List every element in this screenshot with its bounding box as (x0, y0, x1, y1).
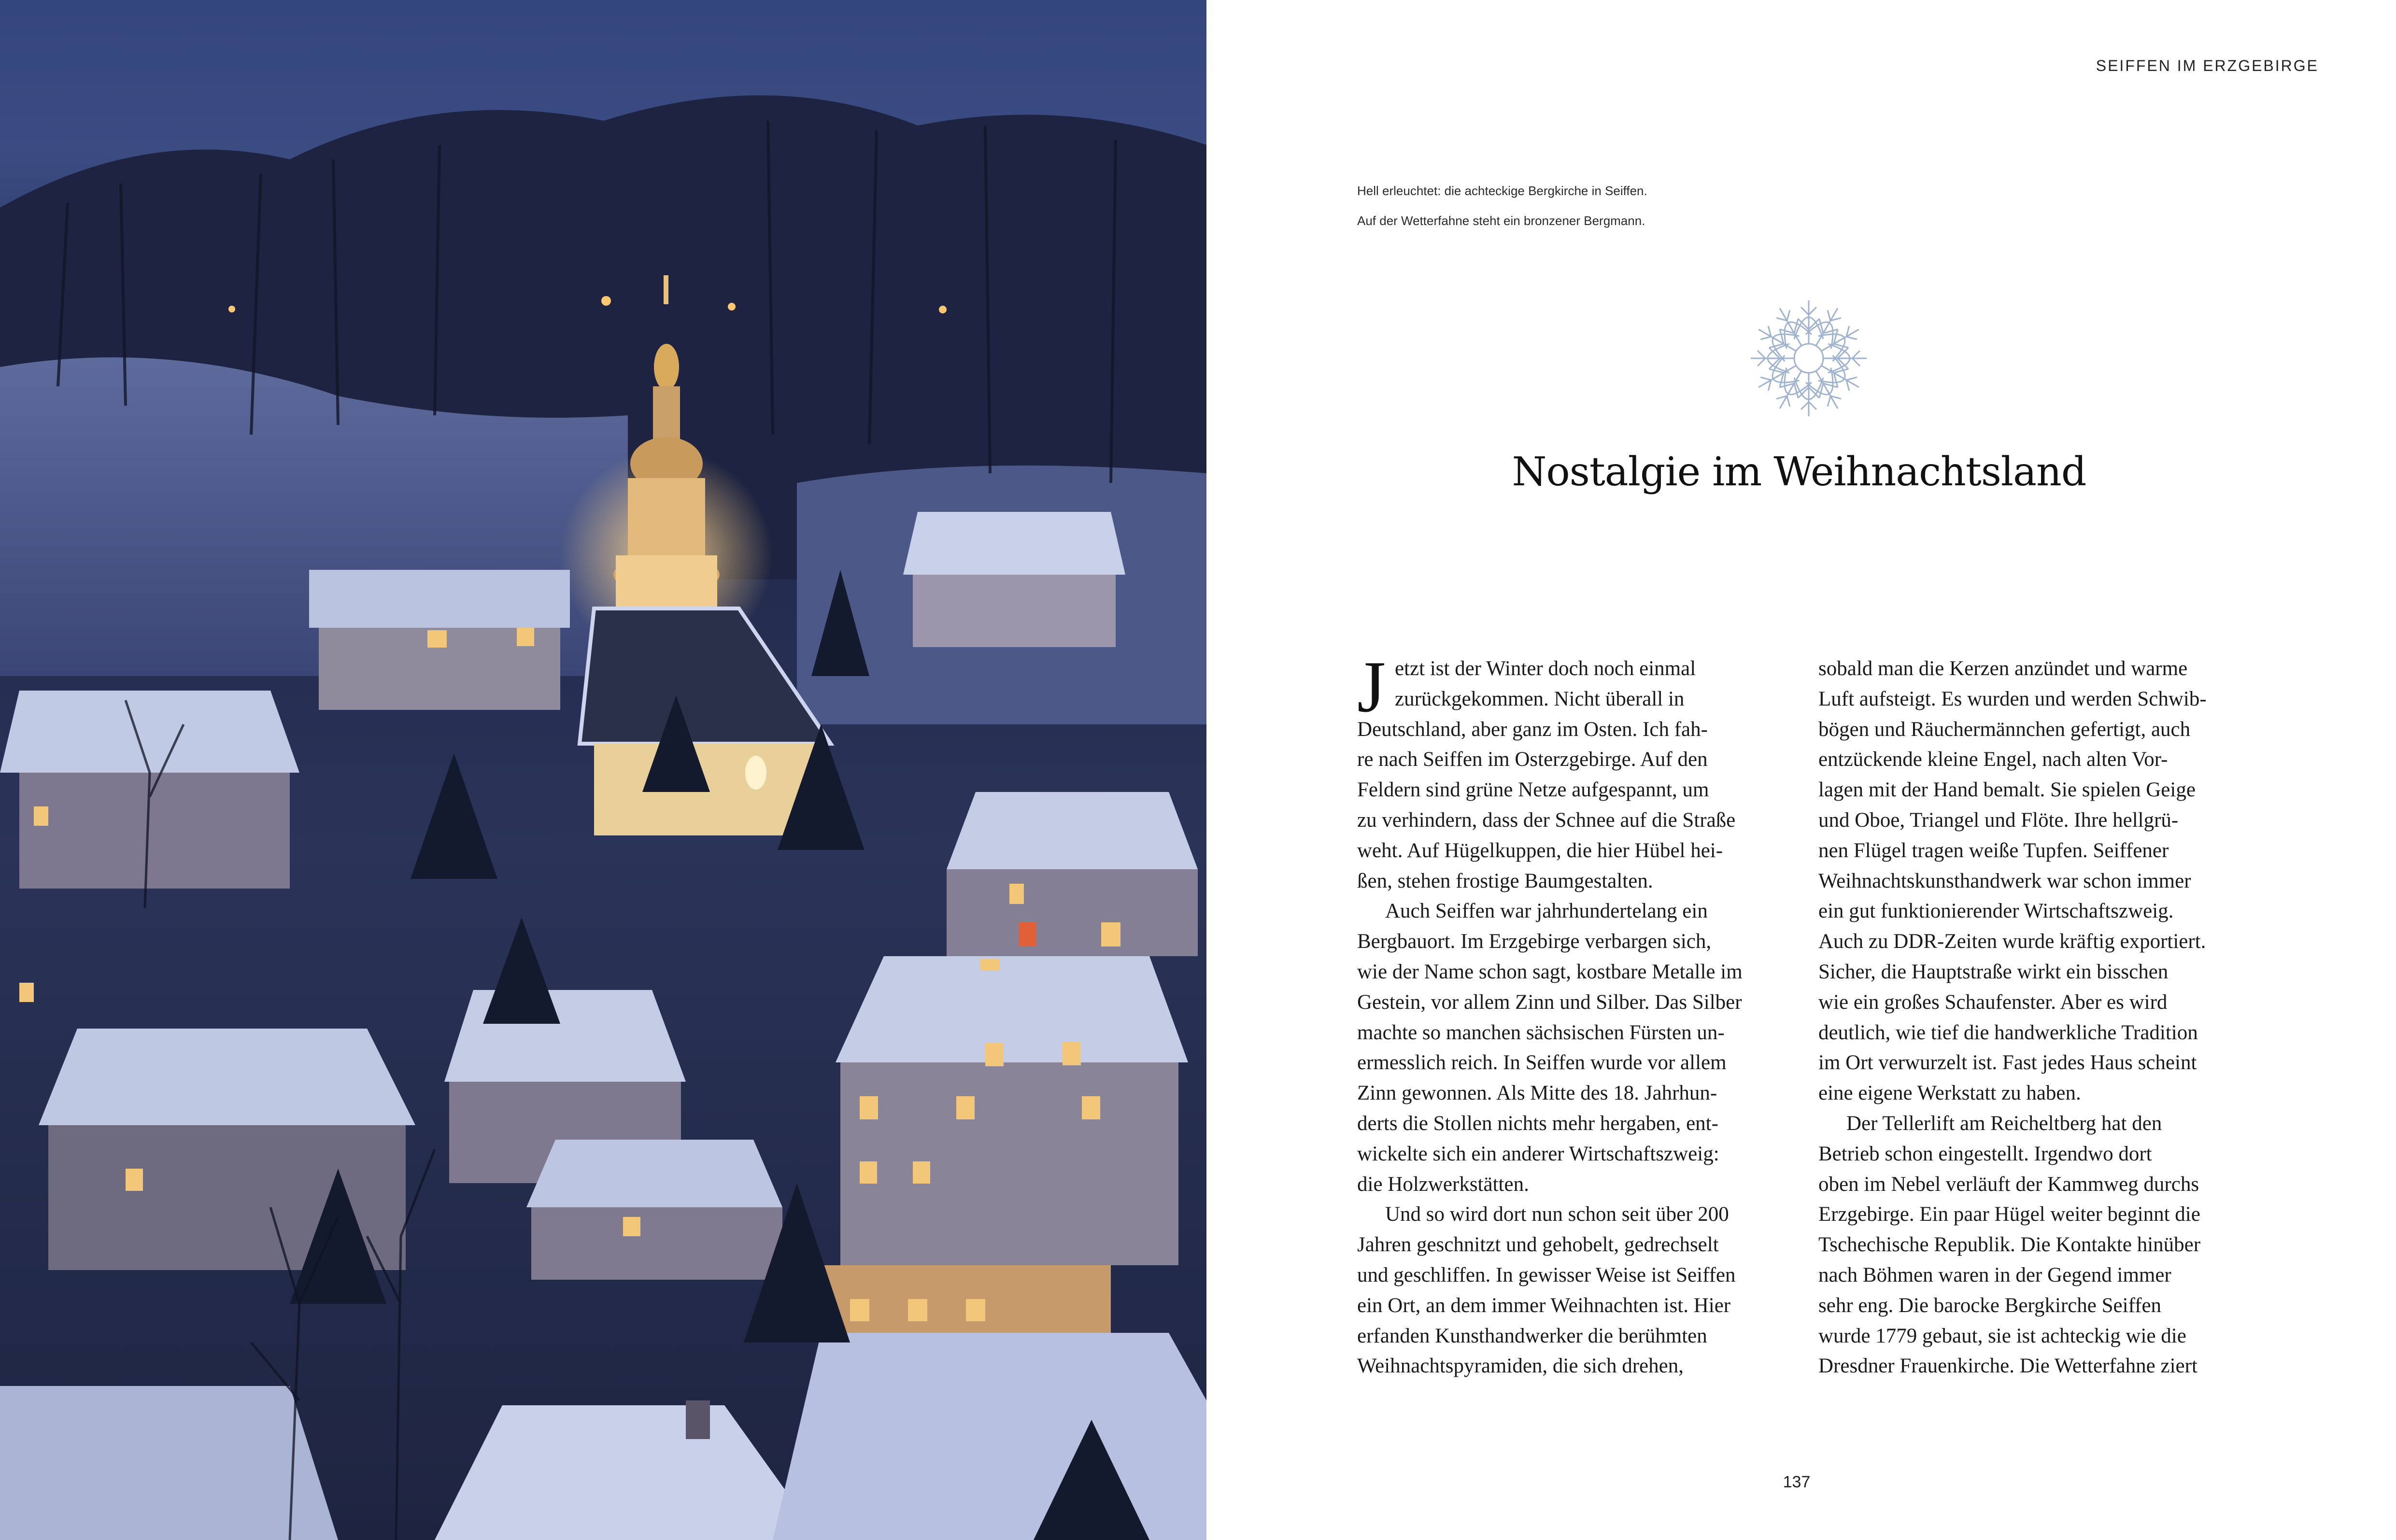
body-line: Deutschland, aber ganz im Osten. Ich fah- (1357, 718, 1708, 741)
body-line: Erzgebirge. Ein paar Hügel weiter beginnt die (1818, 1203, 2200, 1226)
body-line: Tschechische Republik. Die Kontakte hinüber (1818, 1233, 2201, 1257)
body-line: entzückende kleine Engel, nach alten Vor- (1818, 748, 2168, 771)
body-line: Dresdner Frauenkirche. Die Wetterfahne ziert (1818, 1355, 2198, 1378)
body-line: bögen und Räuchermännchen gefertigt, auch (1818, 718, 2191, 741)
drop-cap: J (1357, 646, 1386, 727)
body-line: Luft aufsteigt. Es wurden und werden Schwib- (1818, 687, 2207, 710)
body-line: sobald man die Kerzen anzündet und warme (1818, 657, 2188, 680)
body-line: oben im Nebel verläuft der Kammweg durchs (1818, 1173, 2199, 1196)
body-line: Gestein, vor allem Zinn und Silber. Das Silber (1357, 990, 1742, 1014)
body-line: eine eigene Werkstatt zu haben. (1818, 1082, 2081, 1105)
body-column-right (1818, 654, 2258, 1382)
body-line: Zinn gewonnen. Als Mitte des 18. Jahrhun- (1357, 1082, 1717, 1105)
body-line: die Holzwerkstätten. (1357, 1173, 1529, 1196)
snowflake-icon (1746, 296, 1871, 421)
page-number: 137 (1783, 1473, 1811, 1491)
body-line: machte so manchen sächsischen Fürsten un- (1357, 1021, 1725, 1044)
body-line: deutlich, wie tief die handwerkliche Tradition (1818, 1021, 2198, 1044)
body-line: etzt ist der Winter doch noch einmal (1395, 657, 1696, 680)
body-line: re nach Seiffen im Osterzgebirge. Auf den (1357, 748, 1708, 771)
body-line: Der Tellerlift am Reicheltberg hat den (1846, 1112, 2162, 1135)
body-line: Betrieb schon eingestellt. Irgendwo dort (1818, 1142, 2152, 1165)
photo-caption (1357, 176, 1695, 236)
body-line: Auch zu DDR-Zeiten wurde kräftig exportiert. (1818, 930, 2206, 953)
body-line: zurückgekommen. Nicht überall in (1395, 687, 1685, 710)
body-line: wie der Name schon sagt, kostbare Metalle im (1357, 960, 1743, 983)
body-line: ein gut funktionierender Wirtschaftszweig. (1818, 900, 2174, 923)
running-head: SEIFFEN IM ERZGEBIRGE (2096, 57, 2319, 74)
body-line: und Oboe, Triangel und Flöte. Ihre hellgrü- (1818, 808, 2179, 832)
body-line: nen Flügel tragen weiße Tupfen. Seiffener (1818, 839, 2169, 862)
body-line: und geschliffen. In gewisser Weise ist Seiffen (1357, 1263, 1736, 1286)
body-line: Jahren geschnitzt und gehobelt, gedrechselt (1357, 1233, 1719, 1257)
body-line: nach Böhmen waren in der Gegend immer (1818, 1263, 2171, 1286)
body-line: Sicher, die Hauptstraße wirkt ein bisschen (1818, 960, 2169, 983)
body-line: sehr eng. Die barocke Bergkirche Seiffen (1818, 1294, 2162, 1317)
caption-line: Hell erleuchtet: die achteckige Bergkirche in Seiffen. (1357, 184, 1647, 198)
body-line: lagen mit der Hand bemalt. Sie spielen Geige (1818, 778, 2196, 802)
article-title: Nostalgie im Weihnachtsland (1512, 449, 2086, 495)
body-line: weht. Auf Hügelkuppen, die hier Hübel hei- (1357, 839, 1723, 862)
body-line: Und so wird dort nun schon seit über 200 (1385, 1203, 1729, 1226)
body-line: ermesslich reich. In Seiffen wurde vor allem (1357, 1051, 1727, 1074)
body-line: wickelte sich ein anderer Wirtschaftszweig: (1357, 1142, 1719, 1165)
body-line: Feldern sind grüne Netze aufgespannt, um (1357, 778, 1709, 802)
body-line: wie ein großes Schaufenster. Aber es wird (1818, 990, 2168, 1014)
body-line: Auch Seiffen war jahrhundertelang ein (1385, 900, 1708, 923)
body-line: erfanden Kunsthandwerker die berühmten (1357, 1324, 1707, 1347)
body-line: zu verhindern, dass der Schnee auf die Straße (1357, 808, 1736, 832)
body-line: wurde 1779 gebaut, sie ist achteckig wie die (1818, 1324, 2186, 1347)
body-line: Weihnachtskunsthandwerk war schon immer (1818, 869, 2191, 892)
body-column-left (1357, 646, 1797, 1382)
body-line: Bergbauort. Im Erzgebirge verbargen sich, (1357, 930, 1712, 953)
body-line: ßen, stehen frostige Baumgestalten. (1357, 869, 1653, 892)
body-line: ein Ort, an dem immer Weihnachten ist. Hier (1357, 1294, 1731, 1317)
caption-line: Auf der Wetterfahne steht ein bronzener Bergmann. (1357, 213, 1645, 228)
body-line: derts die Stollen nichts mehr hergaben, ent- (1357, 1112, 1718, 1135)
body-line: Weihnachtspyramiden, die sich drehen, (1357, 1355, 1684, 1378)
body-line: im Ort verwurzelt ist. Fast jedes Haus scheint (1818, 1051, 2197, 1074)
